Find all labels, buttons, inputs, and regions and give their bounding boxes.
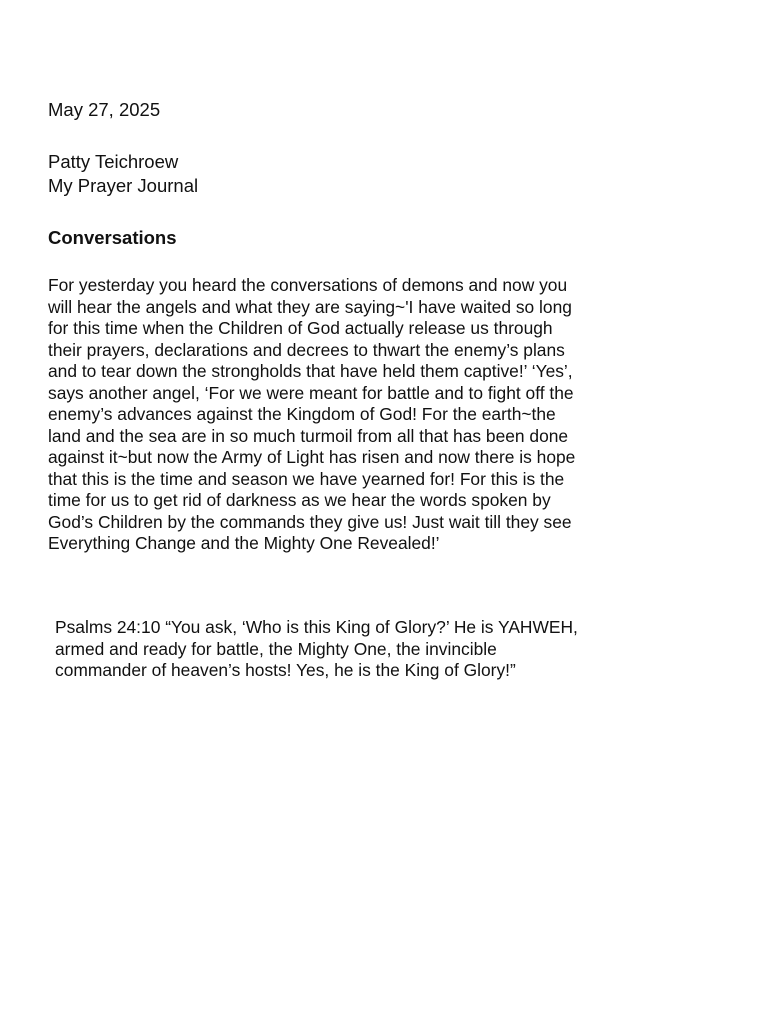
- journal-title: My Prayer Journal: [48, 175, 199, 196]
- scripture-paragraph: [55, 617, 725, 682]
- body-paragraph: [48, 275, 718, 555]
- entry-date: May 27, 2025: [48, 99, 161, 120]
- author-block: [48, 150, 198, 198]
- body-line: Everything Change and the Mighty One Revealed!’: [48, 533, 440, 553]
- body-line: for this time when the Children of God actually release us through: [48, 318, 553, 338]
- scripture-line: commander of heaven’s hosts! Yes, he is the King of Glory!”: [55, 660, 516, 680]
- body-line: their prayers, declarations and decrees to thwart the enemy’s plans: [48, 339, 565, 360]
- scripture-line: armed and ready for battle, the Mighty One, the invincible: [55, 638, 497, 659]
- body-line: God’s Children by the commands they give us! Just wait till they see: [48, 511, 572, 532]
- body-line: and to tear down the strongholds that have held them captive!’ ‘Yes’,: [48, 361, 573, 381]
- body-line: enemy’s advances against the Kingdom of God! For the earth~the: [48, 404, 556, 424]
- body-line: land and the sea are in so much turmoil from all that has been done: [48, 425, 569, 446]
- body-line: will hear the angels and what they are saying~'I have waited so long: [48, 296, 572, 317]
- body-line: against it~but now the Army of Light has risen and now there is hope: [48, 447, 576, 467]
- body-line: time for us to get rid of darkness as we hear the words spoken by: [48, 490, 551, 510]
- body-line: that this is the time and season we have yearned for! For this is the: [48, 468, 565, 489]
- entry-heading: Conversations: [48, 227, 177, 248]
- body-line: For yesterday you heard the conversations of demons and now you: [48, 275, 568, 295]
- author-name: Patty Teichroew: [48, 151, 179, 172]
- body-line: says another angel, ‘For we were meant for battle and to fight off the: [48, 382, 574, 403]
- scripture-line: Psalms 24:10 “You ask, ‘Who is this King of Glory?’ He is YAHWEH,: [55, 617, 578, 637]
